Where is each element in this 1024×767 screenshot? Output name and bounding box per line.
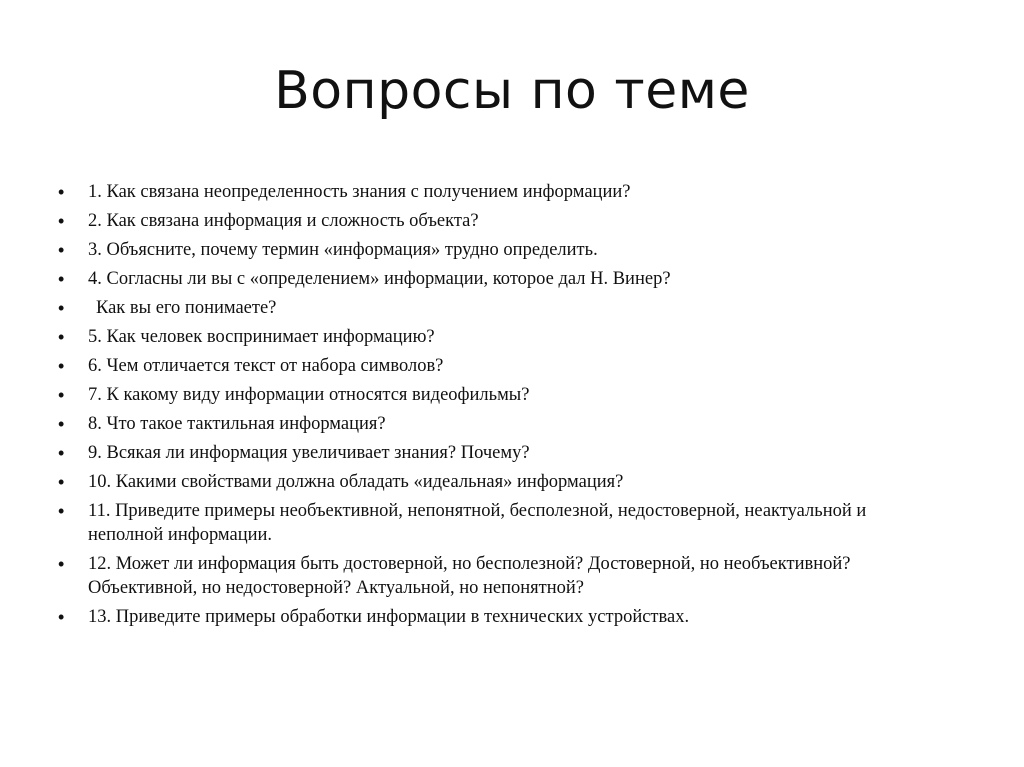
list-item-text: 3. Объясните, почему термин «информация» трудно определить. (88, 240, 598, 260)
bullet-icon: • (58, 554, 65, 574)
list-item (58, 470, 938, 494)
list-item-text: 8. Что такое тактильная информация? (88, 414, 386, 434)
list-item-text: 7. К какому виду информации относятся видеофильмы? (88, 385, 530, 405)
bullet-icon: • (58, 356, 65, 376)
bullet-icon: • (58, 269, 65, 289)
list-item (58, 209, 938, 233)
list-item-text: 2. Как связана информация и сложность объекта? (88, 211, 479, 231)
bullet-icon: • (58, 385, 65, 405)
list-item-text: 4. Согласны ли вы с «определением» информации, которое дал Н. Винер? (88, 269, 671, 289)
list-item-text: 12. Может ли информация быть достоверной, но бесполезной? Достоверной, но необъективной? Объективной, но недостоверной? Актуальной, но непонятной? (88, 554, 851, 598)
bullet-icon: • (58, 211, 65, 231)
bullet-icon: • (58, 182, 65, 202)
list-item-text: 1. Как связана неопределенность знания с получением информации? (88, 182, 631, 202)
list-item (58, 180, 938, 204)
questions-list (58, 180, 938, 634)
list-item (58, 267, 938, 291)
list-item-text: 5. Как человек воспринимает информацию? (88, 327, 435, 347)
bullet-icon: • (58, 607, 65, 627)
list-item (58, 325, 938, 349)
bullet-icon: • (58, 501, 65, 521)
bullet-icon: • (58, 472, 65, 492)
bullet-icon: • (58, 298, 65, 318)
list-item (58, 499, 938, 547)
list-item (58, 605, 938, 629)
bullet-icon: • (58, 240, 65, 260)
list-item (58, 296, 938, 320)
bullet-icon: • (58, 327, 65, 347)
bullet-icon: • (58, 414, 65, 434)
list-item-text: 10. Какими свойствами должна обладать «идеальная» информация? (88, 472, 624, 492)
list-item-text: 6. Чем отличается текст от набора символов? (88, 356, 444, 376)
list-item (58, 238, 938, 262)
bullet-icon: • (58, 443, 65, 463)
list-item-text: 13. Приведите примеры обработки информации в технических устройствах. (88, 607, 690, 627)
list-item (58, 441, 938, 465)
list-item (58, 412, 938, 436)
list-item (58, 354, 938, 378)
list-item-text: 9. Всякая ли информация увеличивает знания? Почему? (88, 443, 530, 463)
list-item (58, 552, 938, 600)
list-item-text: Как вы его понимаете? (96, 298, 277, 318)
list-item-text: 11. Приведите примеры необъективной, непонятной, бесполезной, недостоверной, неактуальной и неполной информации. (88, 501, 867, 545)
slide-title: Вопросы по теме (274, 61, 750, 121)
list-item (58, 383, 938, 407)
